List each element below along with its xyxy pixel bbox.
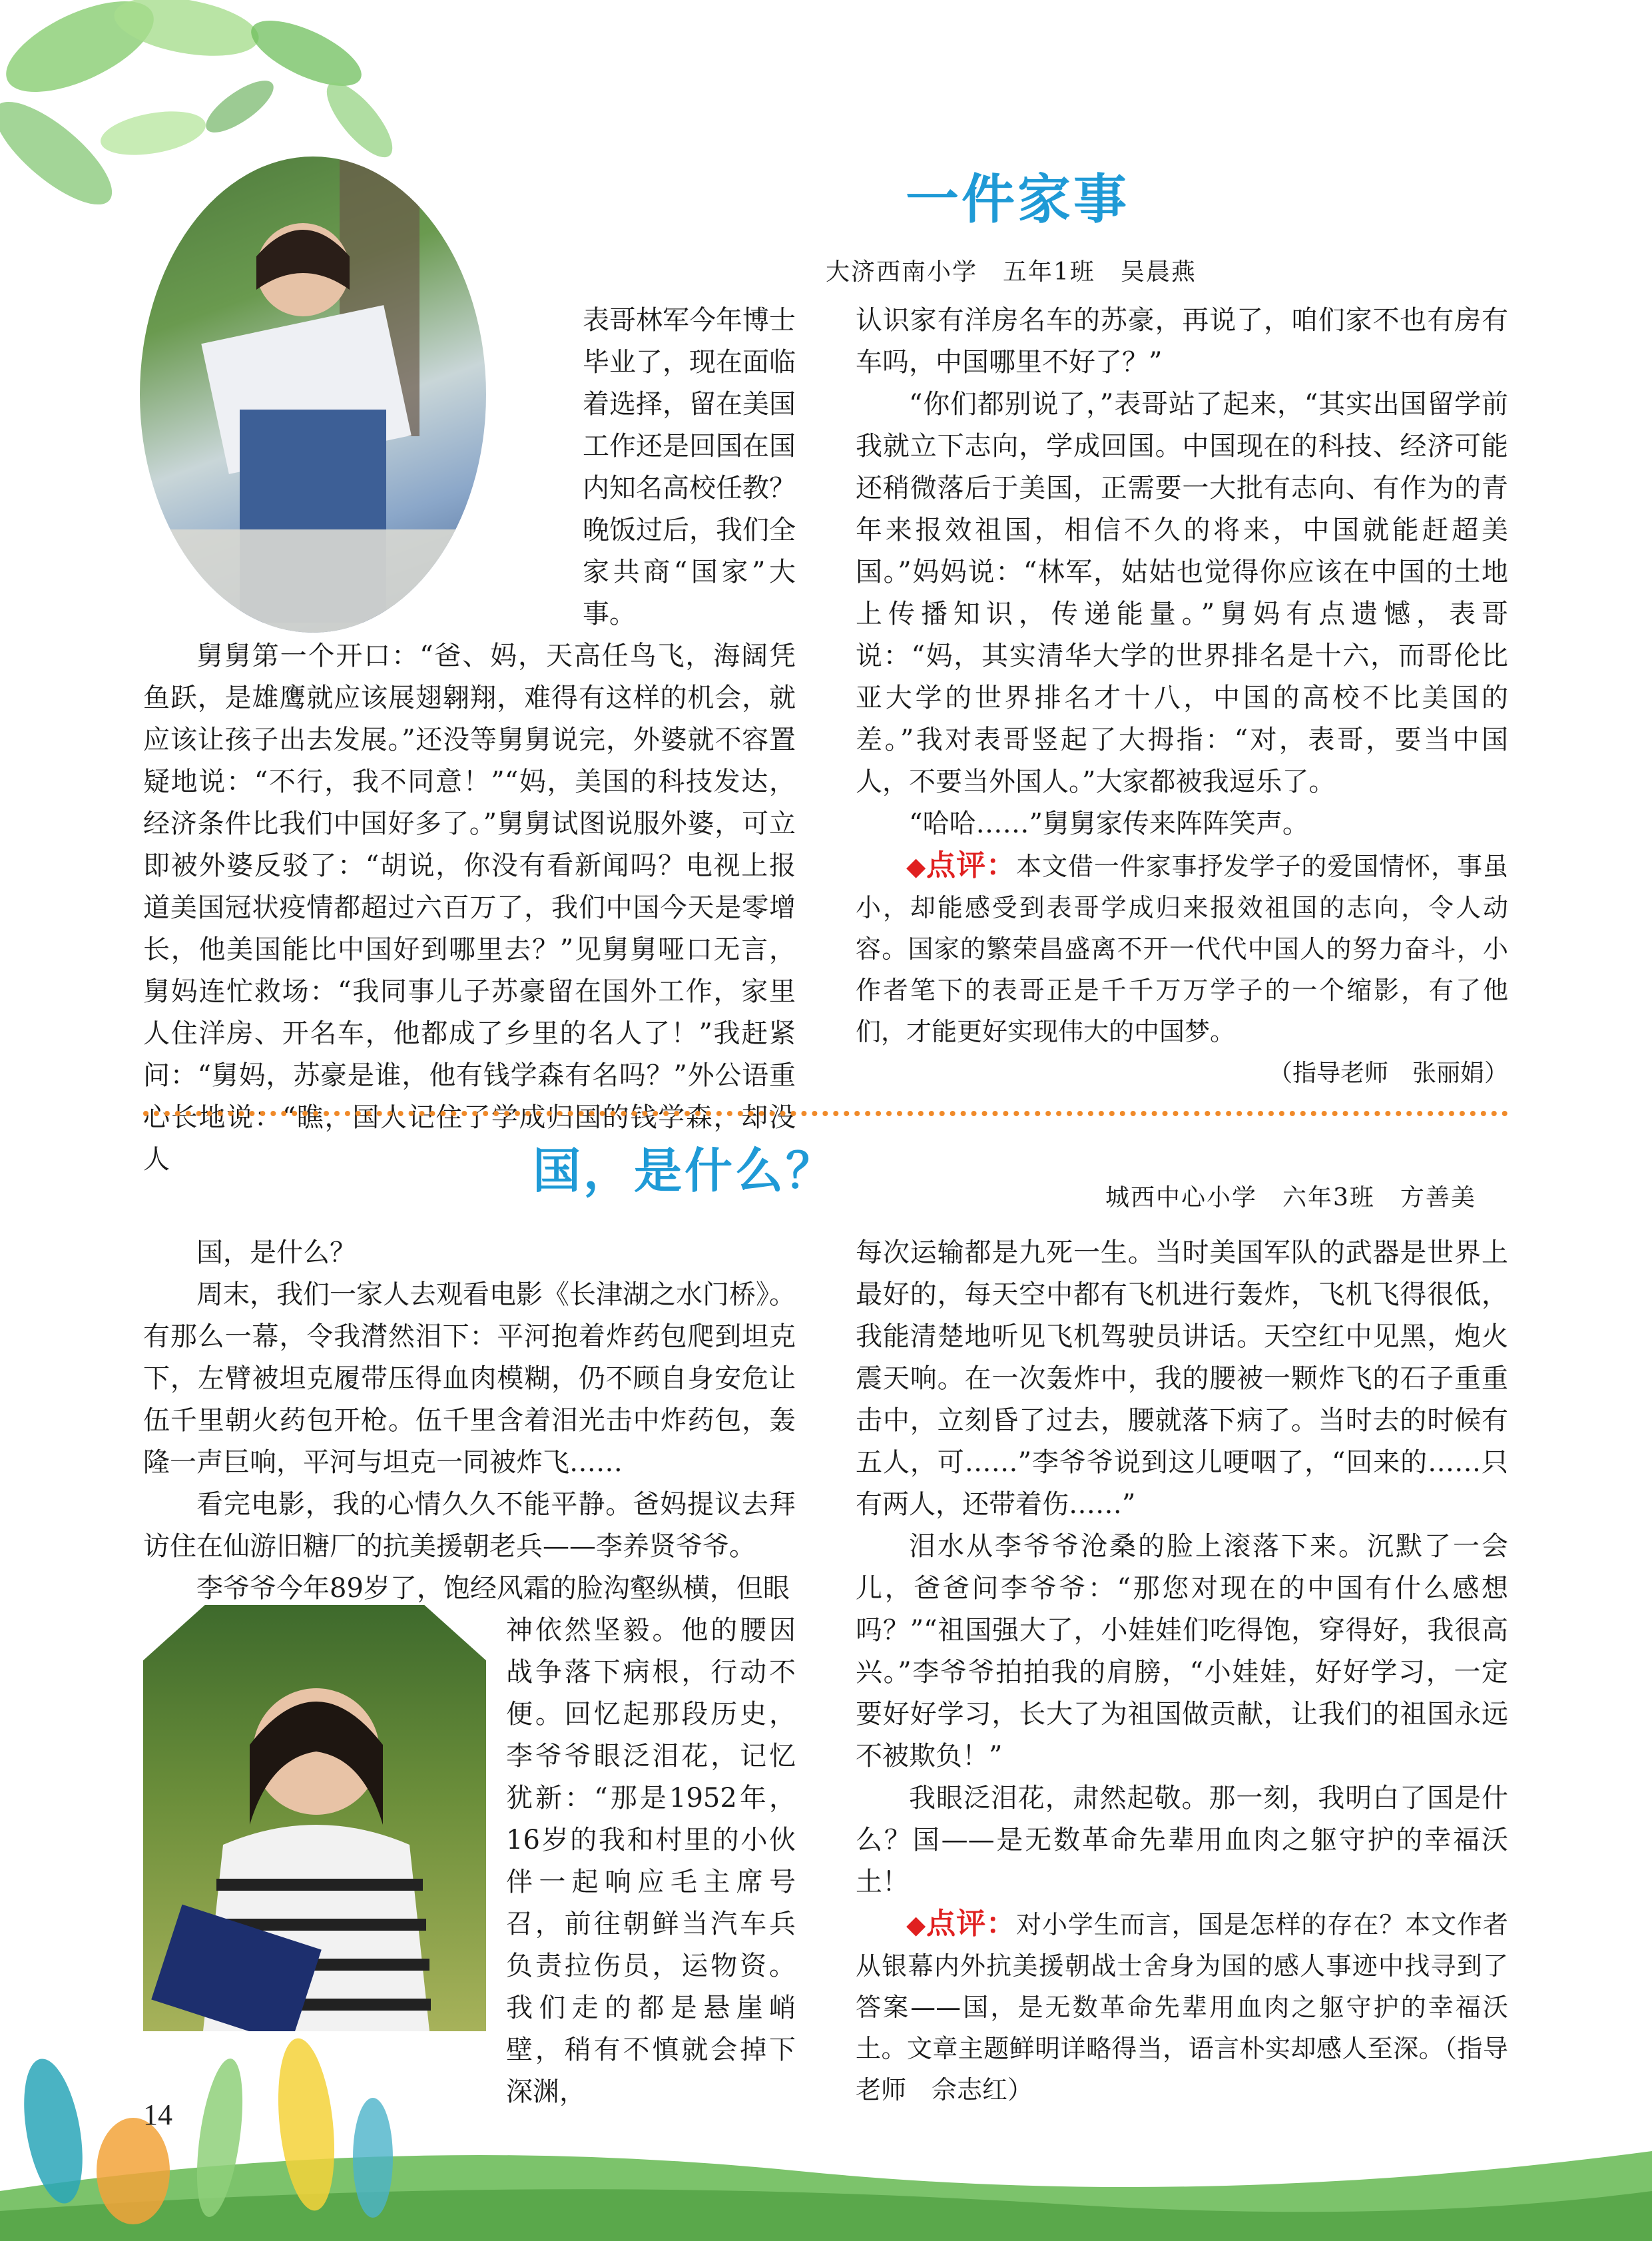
article1-para: “你们都别说了，”表哥站了起来，“其实出国留学前我就立下志向，学成回国。中国现在的科技、经济可能还稍微落后于美国，正需要一大批有志向、有作为的青年来报效祖国，相信不久的将来，中国就能赶超美国。”妈妈说：“林军，姑姑也觉得你应该在中国的土地上传播知识，传递能量。”舅妈有点遗憾，表哥说：“妈，其实清华大学的世界排名是十六，而哥伦比亚大学的世界排名才十八，中国的高校不比美国的差。”我对表哥竖起了大拇指：“对，表哥，要当中国人，不要当外国人。”大家都被我逗乐了。 xyxy=(856,389,1508,797)
comment-text: 对小学生而言，国是怎样的存在？本文作者从银幕内外抗美援朝战士舍身为国的感人事迹中找寻到了答案——国，是无数革命先辈用血肉之躯守护的幸福沃土。文章主题鲜明详略得当，语言朴实却感人至深。（指导老师 佘志红） xyxy=(856,1910,1508,2104)
article1-byline: 大济西南小学 五年1班 吴晨燕 xyxy=(826,258,1197,286)
article1-left-column xyxy=(143,300,796,1181)
article2-para: 每次运输都是九死一生。当时美国军队的武器是世界上最好的，每天空中都有飞机进行轰炸，飞机飞得很低，我能清楚地听见飞机驾驶员讲话。天空红中见黑，炮火震天响。在一次轰炸中，我的腰被一颗炸飞的石子重重击中，立刻昏了过去，腰就落下病了。当时去的时候有五人，可……”李爷爷说到这儿哽咽了，“回来的……只有两人，还带着伤……” xyxy=(856,1237,1508,1520)
comment-text: 本文借一件家事抒发学子的爱国情怀，事虽小，却能感受到表哥学成归来报效祖国的志向，令人动容。国家的繁荣昌盛离不开一代代中国人的努力奋斗，小作者笔下的表哥正是千千万万学子的一个缩影，有了他们，才能更好实现伟大的中国梦。 xyxy=(856,852,1508,1046)
page-number: 14 xyxy=(143,2098,172,2131)
article2-byline: 城西中心小学 六年3班 方善美 xyxy=(1105,1184,1476,1211)
article2-right-column xyxy=(856,1232,1508,2110)
girl-with-folder-photo xyxy=(143,1605,486,2031)
article1-para: 表哥林军今年博士毕业了，现在面临着选择，留在美国工作还是回国在国内知名高校任教？晚饭过后，我们全家共商“国家”大事。 xyxy=(583,305,796,629)
article2-para: 泪水从李爷爷沧桑的脸上滚落下来。沉默了一会儿，爸爸问李爷爷：“那您对现在的中国有什么感想吗？”“祖国强大了，小娃娃们吃得饱，穿得好，我很高兴。”李爷爷拍拍我的肩膀，“小娃娃，好好学习，一定要好好学习，长大了为祖国做贡献，让我们的祖国永远不被欺负！” xyxy=(856,1531,1508,1771)
article2-title: 国，是什么？ xyxy=(533,1143,837,1199)
diamond-icon: ◆ xyxy=(906,1910,927,1939)
comment-label: 点评： xyxy=(926,848,1017,882)
article1-para: 认识家有洋房名车的苏豪，再说了，咱们家不也有房有车吗，中国哪里不好了？” xyxy=(856,305,1508,378)
grass-decoration-bottom xyxy=(0,2025,1652,2241)
article1-para: 舅舅第一个开口：“爸、妈，天高任鸟飞，海阔凭鱼跃，是雄鹰就应该展翅翱翔，难得有这样的机会，就应该让孩子出去发展。”还没等舅舅说完，外婆就不容置疑地说：“不行，我不同意！”“妈，美国的科技发达，经济条件比我们中国好多了。”舅舅试图说服外婆，可立即被外婆反驳了：“胡说，你没有看新闻吗？电视上报道美国冠状疫情都超过六百万了，我们中国今天是零增长，他美国能比中国好到哪里去？”见舅舅哑口无言，舅妈连忙救场：“我同事儿子苏豪留在国外工作，家里人住洋房、开名车，他都成了乡里的名人了！”我赶紧问：“舅妈，苏豪是谁，他有钱学森有名吗？”外公语重心长地说：“瞧，国人记住了学成归国的钱学森，却没人 xyxy=(143,641,796,1175)
article2-para: 看完电影，我的心情久久不能平静。爸妈提议去拜访住在仙游旧糖厂的抗美援朝老兵——李养贤爷爷。 xyxy=(143,1489,796,1562)
article1-right-column xyxy=(856,300,1508,1094)
article1-teacher: （指导老师 张丽娟） xyxy=(1268,1060,1508,1087)
section-divider xyxy=(143,1111,1508,1116)
diamond-icon: ◆ xyxy=(906,852,927,881)
article2-para: 周末，我们一家人去观看电影《长津湖之水门桥》。有那么一幕，令我潸然泪下：平河抱着炸药包爬到坦克下，左臂被坦克履带压得血肉模糊，仍不顾自身安危让伍千里朝火药包开枪。伍千里含着泪光击中炸药包，轰隆一声巨响，平河与坦克一同被炸飞…… xyxy=(143,1279,796,1478)
article1-para: “哈哈……”舅舅家传来阵阵笑声。 xyxy=(909,808,1309,839)
article2-para: 李爷爷今年89岁了，饱经风霜的脸沟壑纵横，但眼 xyxy=(196,1573,790,1604)
article2-para: 国，是什么？ xyxy=(196,1237,356,1268)
article1-title: 一件家事 xyxy=(906,168,1129,230)
article1-comment xyxy=(856,845,1508,1052)
comment-label: 点评： xyxy=(926,1907,1017,1941)
article2-wrap-para: 神依然坚毅。他的腰因战争落下病根，行动不便。回忆起那段历史，李爷爷眼泛泪花，记忆犹新：“那是1952年，16岁的我和村里的小伙伴一起响应毛主席号召，前往朝鲜当汽车兵负责拉伤员，运物资。我们走的都是悬崖峭壁，稍有不慎就会掉下深渊， xyxy=(506,1615,796,2107)
article2-para: 我眼泛泪花，肃然起敬。那一刻，我明白了国是什么？国——是无数革命先辈用血肉之躯守护的幸福沃土！ xyxy=(856,1783,1508,1897)
